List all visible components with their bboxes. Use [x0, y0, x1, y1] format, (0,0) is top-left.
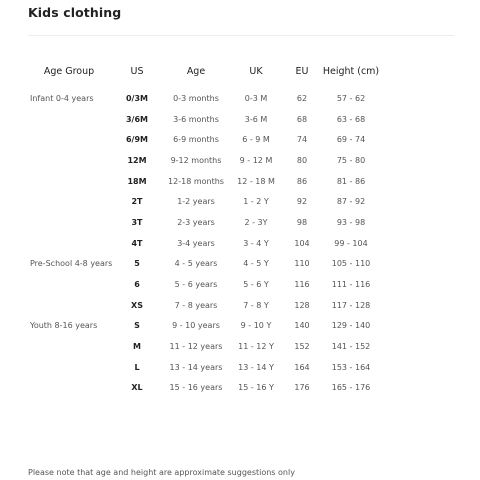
table-row [26, 233, 380, 254]
cell-us-size: 0/3M [125, 93, 148, 103]
cell-age: 0-3 months [173, 93, 219, 103]
cell-age-group: Youth 8-16 years [30, 321, 98, 331]
cell-age: 13 - 14 years [169, 362, 223, 372]
cell-us-size: M [133, 342, 141, 352]
table-row [26, 357, 380, 378]
cell-age-group [26, 191, 112, 212]
cell-us-size: 3/6M [125, 114, 148, 124]
cell-height: 111 - 116 [331, 280, 371, 290]
table-row [26, 88, 380, 109]
cell-us-size: 4T [131, 238, 143, 248]
cell-uk-size: 7 - 8 Y [243, 300, 269, 310]
cell-eu-size: 68 [296, 114, 308, 124]
cell-height: 87 - 92 [336, 197, 366, 207]
cell-eu-size: 98 [296, 217, 308, 227]
cell-age: 11 - 12 years [169, 342, 223, 352]
cell-age: 9 - 10 years [172, 321, 220, 331]
cell-age: 15 - 16 years [169, 383, 223, 393]
column-header-us: US [130, 65, 144, 77]
cell-height: 117 - 128 [331, 300, 371, 310]
page-title: Kids clothing [28, 5, 122, 20]
cell-age: 3-6 months [173, 114, 219, 124]
table-row [26, 274, 380, 295]
cell-age-group: Pre-School 4-8 years [30, 259, 113, 269]
cell-height: 81 - 86 [336, 176, 366, 186]
table-header-row [26, 60, 380, 82]
cell-uk-size: 1 - 2 Y [243, 197, 269, 207]
table-row [26, 109, 380, 130]
cell-us-size: 12M [127, 155, 147, 165]
cell-us-size: XS [131, 300, 143, 310]
cell-age: 7 - 8 years [174, 300, 218, 310]
table-row [26, 191, 380, 212]
cell-eu-size: 104 [294, 238, 310, 248]
cell-age: 6-9 months [173, 135, 219, 145]
table-row [26, 254, 380, 275]
size-chart-table [26, 60, 380, 398]
column-header-eu: EU [295, 65, 309, 77]
cell-age: 3-4 years [177, 238, 215, 248]
cell-eu-size: 86 [296, 176, 308, 186]
cell-age: 12-18 months [168, 176, 224, 186]
cell-height: 93 - 98 [336, 217, 366, 227]
table-body [26, 88, 380, 398]
cell-us-size: S [134, 321, 140, 331]
cell-us-size: L [134, 362, 140, 372]
cell-uk-size: 6 - 9 M [242, 135, 270, 145]
column-header-age-group: Age Group [43, 65, 95, 77]
cell-age: 9-12 months [170, 155, 222, 165]
table-row [26, 212, 380, 233]
cell-us-size: 18M [127, 176, 147, 186]
cell-age: 2-3 years [177, 217, 215, 227]
title-divider [28, 35, 454, 36]
cell-height: 99 - 104 [334, 238, 368, 248]
cell-uk-size: 3 - 4 Y [243, 238, 269, 248]
cell-uk-size: 4 - 5 Y [243, 259, 269, 269]
cell-eu-size: 62 [296, 93, 308, 103]
cell-eu-size: 152 [294, 342, 310, 352]
cell-eu-size: 176 [294, 383, 310, 393]
cell-us-size: 3T [131, 217, 143, 227]
cell-eu-size: 74 [296, 135, 308, 145]
cell-eu-size: 80 [296, 155, 308, 165]
cell-uk-size: 13 - 14 Y [238, 362, 274, 372]
cell-age-group [26, 357, 112, 378]
cell-height: 153 - 164 [331, 362, 371, 372]
cell-height: 105 - 110 [331, 259, 371, 269]
cell-us-size: 6 [134, 280, 140, 290]
cell-eu-size: 140 [294, 321, 310, 331]
cell-age-group [26, 233, 112, 254]
cell-uk-size: 11 - 12 Y [238, 342, 274, 352]
cell-age: 4 - 5 years [174, 259, 218, 269]
cell-age-group: Infant 0-4 years [30, 93, 94, 103]
cell-us-size: XL [131, 383, 143, 393]
cell-age-group [26, 378, 112, 399]
cell-us-size: 5 [134, 259, 140, 269]
cell-age-group [26, 336, 112, 357]
cell-age: 1-2 years [177, 197, 215, 207]
table-row [26, 295, 380, 316]
cell-height: 141 - 152 [331, 342, 371, 352]
cell-eu-size: 128 [294, 300, 310, 310]
cell-uk-size: 3-6 M [244, 114, 268, 124]
table-row [26, 316, 380, 337]
table-row [26, 336, 380, 357]
cell-uk-size: 9 - 10 Y [240, 321, 272, 331]
cell-age-group [26, 129, 112, 150]
cell-uk-size: 2 - 3Y [244, 217, 268, 227]
column-header-age: Age [186, 65, 206, 77]
cell-eu-size: 116 [294, 280, 310, 290]
table-row [26, 171, 380, 192]
column-header-height: Height (cm) [322, 65, 380, 77]
cell-age-group [26, 212, 112, 233]
cell-uk-size: 9 - 12 M [239, 155, 273, 165]
cell-us-size: 6/9M [125, 135, 148, 145]
cell-eu-size: 110 [294, 259, 310, 269]
cell-eu-size: 92 [296, 197, 308, 207]
cell-uk-size: 5 - 6 Y [243, 280, 269, 290]
cell-height: 165 - 176 [331, 383, 371, 393]
table-row [26, 129, 380, 150]
cell-age-group [26, 295, 112, 316]
cell-height: 129 - 140 [331, 321, 371, 331]
column-header-uk: UK [249, 65, 263, 77]
cell-age-group [26, 171, 112, 192]
cell-uk-size: 15 - 16 Y [238, 383, 274, 393]
cell-us-size: 2T [131, 197, 143, 207]
cell-uk-size: 0-3 M [244, 93, 268, 103]
cell-age-group [26, 109, 112, 130]
cell-height: 69 - 74 [336, 135, 366, 145]
cell-uk-size: 12 - 18 M [237, 176, 275, 186]
cell-height: 63 - 68 [336, 114, 366, 124]
cell-height: 57 - 62 [336, 93, 366, 103]
table-row [26, 150, 380, 171]
footnote: Please note that age and height are approximate suggestions only [28, 468, 295, 477]
cell-age-group [26, 274, 112, 295]
cell-height: 75 - 80 [336, 155, 366, 165]
cell-age: 5 - 6 years [174, 280, 218, 290]
cell-eu-size: 164 [294, 362, 310, 372]
cell-age-group [26, 150, 112, 171]
table-row [26, 378, 380, 399]
